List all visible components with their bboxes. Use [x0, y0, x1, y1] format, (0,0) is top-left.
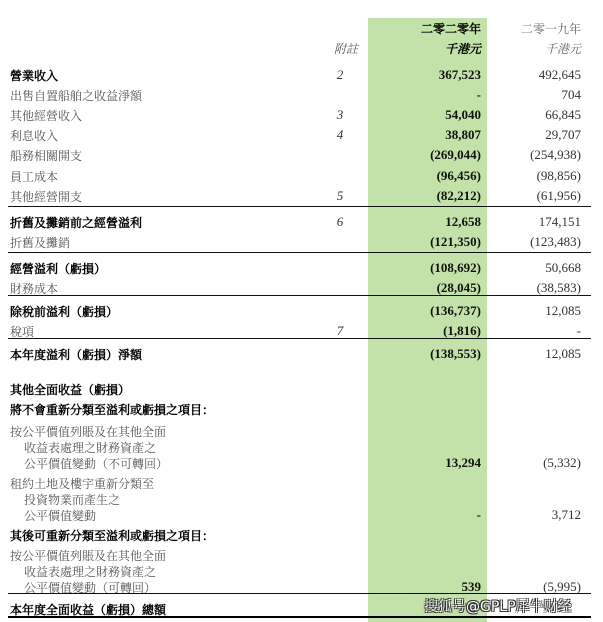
table-row — [0, 231, 603, 251]
row-label: 營業收入 — [10, 69, 59, 83]
row-prior-value: 174,151 — [538, 214, 581, 229]
row-note: 7 — [336, 323, 344, 338]
row-prior-value: (61,956) — [536, 188, 581, 203]
row-label: 經營溢利（虧損） — [10, 262, 107, 276]
divider — [8, 338, 591, 339]
row-label: 稅項 — [10, 325, 35, 339]
row-current-value: 13,294 — [445, 455, 481, 470]
row-label: 財務成本 — [10, 282, 59, 296]
row-prior-value: 50,668 — [545, 260, 581, 275]
table-row — [0, 144, 603, 164]
table-row — [0, 165, 603, 185]
row-current-value: (1,816) — [443, 323, 481, 338]
table-row — [0, 504, 603, 524]
row-label: 公平價值變動（可轉回） — [24, 581, 157, 595]
row-label: 投資物業而產生之 — [24, 493, 121, 507]
row-current-value: 54,040 — [445, 107, 481, 122]
row-current-value: (108,692) — [430, 260, 481, 275]
row-note: 4 — [336, 127, 344, 142]
table-row — [0, 277, 603, 297]
row-label: 折舊及攤銷 — [10, 236, 71, 250]
row-current-value: 38,807 — [445, 127, 481, 142]
row-current-value: 367,523 — [438, 67, 481, 82]
row-label: 其他經營收入 — [10, 109, 83, 123]
row-prior-value: (5,995) — [543, 579, 581, 594]
prior-unit-header: 千港元 — [544, 42, 581, 56]
row-current-value: 12,658 — [445, 214, 481, 229]
row-current-value: - — [476, 87, 481, 102]
row-label: 利息收入 — [10, 129, 59, 143]
current-year-header: 二零二零年 — [420, 22, 481, 36]
row-prior-value: (123,483) — [530, 234, 581, 249]
table-row — [0, 300, 603, 320]
table-row — [0, 211, 603, 231]
table-row — [0, 343, 603, 363]
row-prior-value: 3,712 — [551, 507, 581, 522]
row-label: 其後可重新分類至溢利或虧損之項目： — [10, 529, 215, 543]
divider-total — [8, 616, 591, 618]
row-current-value: (96,456) — [436, 168, 481, 183]
table-row — [0, 452, 603, 472]
note-column-header: 附註 — [333, 42, 358, 56]
row-label: 按公平價值列賬及在其他全面 — [10, 549, 167, 563]
row-note: 2 — [336, 67, 344, 82]
row-label: 出售自置船舶之收益淨額 — [10, 89, 143, 103]
prior-year-header: 二零一九年 — [520, 22, 581, 36]
row-label: 收益表處理之財務資產之 — [24, 441, 157, 455]
divider — [8, 252, 591, 253]
table-row — [0, 124, 603, 144]
table-row — [0, 64, 603, 84]
row-prior-value: (98,856) — [536, 168, 581, 183]
table-row — [0, 104, 603, 124]
row-current-value: (82,212) — [436, 188, 481, 203]
row-current-value: (136,737) — [430, 303, 481, 318]
row-label: 其他全面收益（虧損） — [10, 383, 131, 397]
table-row — [0, 378, 603, 398]
table-row — [0, 257, 603, 277]
row-note: 5 — [336, 188, 344, 203]
row-current-value: (121,350) — [430, 234, 481, 249]
row-note: 3 — [336, 107, 344, 122]
row-current-value: (28,045) — [436, 280, 481, 295]
row-prior-value: 66,845 — [545, 107, 581, 122]
row-prior-value: (254,938) — [530, 147, 581, 162]
row-prior-value: 704 — [561, 87, 581, 102]
row-label: 公平價值變動 — [24, 509, 97, 523]
table-row — [0, 84, 603, 104]
row-label: 本年度全面收益（虧損）總額 — [10, 603, 167, 617]
row-label: 折舊及攤銷前之經營溢利 — [10, 216, 143, 230]
table-row — [0, 398, 603, 418]
divider — [8, 206, 591, 207]
row-current-value: (138,553) — [430, 346, 481, 361]
row-label: 除稅前溢利（虧損） — [10, 305, 119, 319]
row-label: 員工成本 — [10, 170, 59, 184]
row-note: 6 — [336, 214, 344, 229]
row-label: 其他經營開支 — [10, 190, 83, 204]
row-prior-value: 492,645 — [538, 67, 581, 82]
row-label: 公平價值變動（不可轉回） — [24, 457, 169, 471]
table-row — [0, 185, 603, 205]
row-label: 收益表處理之財務資產之 — [24, 565, 157, 579]
table-row — [0, 524, 603, 544]
divider — [8, 295, 591, 296]
current-unit-header: 千港元 — [444, 42, 481, 56]
row-prior-value: - — [576, 323, 581, 338]
row-label: 本年度溢利（虧損）淨額 — [10, 348, 143, 362]
row-prior-value: 12,085 — [545, 303, 581, 318]
row-label: 船務相關開支 — [10, 149, 83, 163]
divider — [8, 593, 591, 594]
table-row — [0, 320, 603, 340]
row-label: 租約土地及樓宇重新分類至 — [10, 477, 155, 491]
row-prior-value: 12,085 — [545, 346, 581, 361]
row-prior-value: (5,332) — [543, 455, 581, 470]
watermark: 搜狐号@GPLP犀牛财经 — [424, 599, 572, 615]
row-prior-value: (38,583) — [536, 280, 581, 295]
row-current-value: - — [476, 507, 481, 522]
row-prior-value: 29,707 — [545, 127, 581, 142]
row-current-value: 539 — [461, 579, 481, 594]
row-label: 按公平價值列賬及在其他全面 — [10, 425, 167, 439]
row-current-value: (269,044) — [430, 147, 481, 162]
row-label: 將不會重新分類至溢利或虧損之項目： — [10, 403, 215, 417]
